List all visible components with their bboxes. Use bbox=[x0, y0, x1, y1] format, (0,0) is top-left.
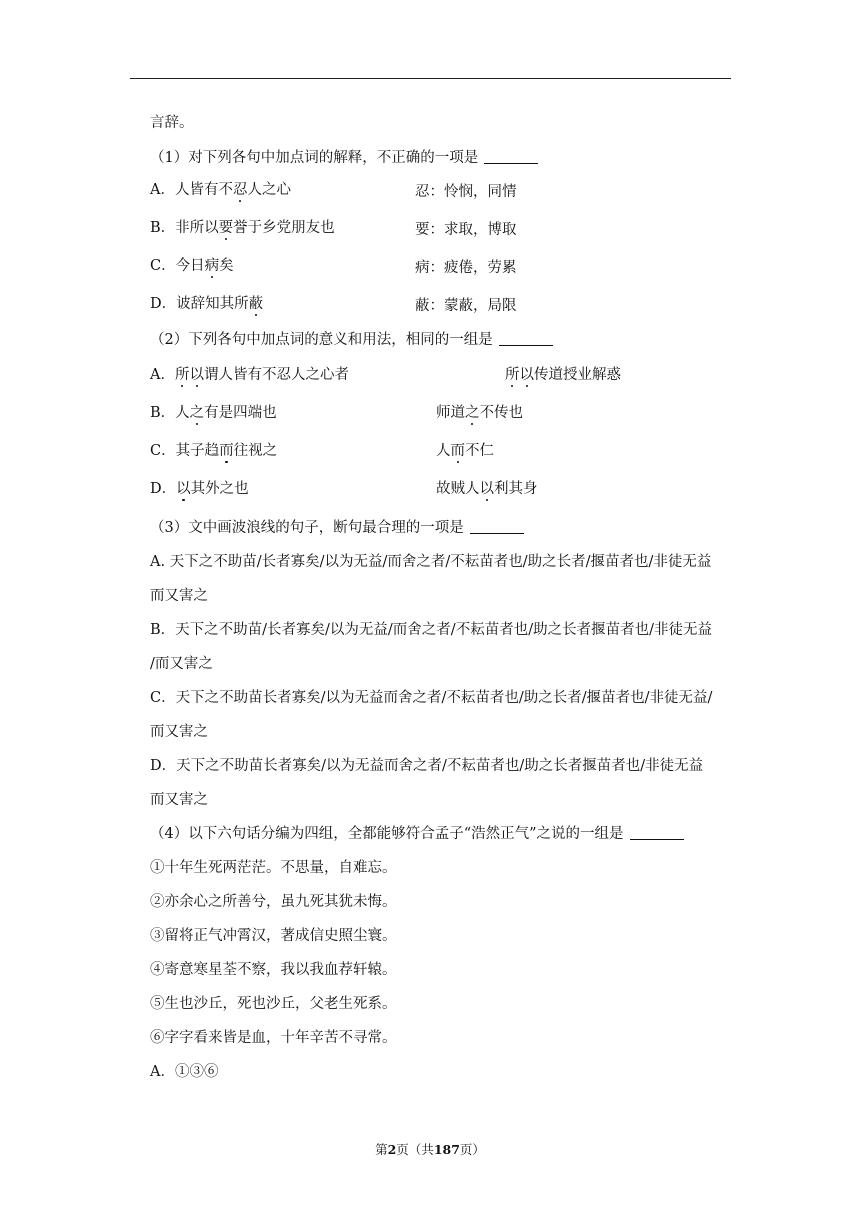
q1-option-b-explain: 要：求取，博取 bbox=[415, 222, 517, 238]
q4-option-a[interactable]: A．①③⑥ bbox=[150, 1064, 219, 1080]
q2-option-d[interactable]: D．以其外之也 bbox=[150, 481, 249, 497]
q2-stem: （2）下列各句中加点词的意义和用法，相同的一组是 bbox=[150, 331, 553, 349]
q2-option-a-right: 所以传道授业解惑 bbox=[505, 367, 621, 383]
page-footer: 第2页（共187页） bbox=[375, 1142, 485, 1157]
intro-text: 言辞。 bbox=[150, 115, 194, 131]
q1-option-b[interactable]: B．非所以要誉于乡党朋友也 bbox=[150, 220, 335, 236]
q4-sentence-1: ①十年生死两茫茫。不思量，自难忘。 bbox=[150, 860, 397, 876]
q4-sentence-6: ⑥字字看来皆是血，十年辛苦不寻常。 bbox=[150, 1030, 397, 1046]
q3-stem: （3）文中画波浪线的句子，断句最合理的一项是 bbox=[150, 519, 524, 537]
q3-option-a-cont: 而又害之 bbox=[150, 588, 208, 604]
dotted-char: 以 bbox=[519, 367, 534, 383]
q1-option-d[interactable]: D．诐辞知其所蔽 bbox=[150, 296, 264, 312]
q1-stem: （1）对下列各句中加点词的解释，不正确的一项是 bbox=[150, 149, 538, 167]
page-total: 187 bbox=[433, 1142, 460, 1157]
dotted-char: 所 bbox=[505, 367, 520, 383]
q1-option-a-explain: 忍：怜悯，同情 bbox=[415, 184, 517, 200]
q3-option-d-cont: 而又害之 bbox=[150, 792, 208, 808]
q4-sentence-2: ②亦余心之所善兮，虽九死其犹未悔。 bbox=[150, 894, 397, 910]
q4-sentence-5: ⑤生也沙丘，死也沙丘，父老生死系。 bbox=[150, 996, 397, 1012]
page-number: 2 bbox=[387, 1142, 397, 1157]
q3-option-c-cont: 而又害之 bbox=[150, 724, 208, 740]
q4-stem: （4）以下六句话分编为四组，全都能够符合孟子“浩然正气”之说的一组是 bbox=[150, 825, 684, 843]
q1-option-c-explain: 病：疲倦，劳累 bbox=[415, 260, 517, 276]
q2-option-c-right: 人而不仁 bbox=[436, 443, 494, 459]
q4-sentence-4: ④寄意寒星荃不察，我以我血荐轩辕。 bbox=[150, 962, 397, 978]
dotted-char: 所 bbox=[174, 367, 190, 383]
q1-answer-blank[interactable] bbox=[484, 149, 538, 164]
q2-option-a[interactable]: A．所以谓人皆有不忍人之心者 bbox=[150, 367, 349, 383]
q3-option-b-cont: /而又害之 bbox=[150, 656, 213, 672]
q3-option-d[interactable]: D．天下之不助苗长者寡矣/以为无益而舍之者/不耘苗者也/助之长者揠苗者也/非徒无益 bbox=[150, 758, 704, 774]
q2-option-b[interactable]: B．人之有是四端也 bbox=[150, 405, 277, 421]
q1-option-a[interactable]: A．人皆有不忍人之心 bbox=[150, 182, 291, 198]
q2-option-b-right: 师道之不传也 bbox=[436, 405, 523, 421]
q3-option-b[interactable]: B．天下之不助苗/长者寡矣/以为无益/而舍之者/不耘苗者也/助之长者揠苗者也/非徒无益 bbox=[150, 622, 712, 638]
q2-option-d-right: 故贼人以利其身 bbox=[436, 481, 538, 497]
q3-option-c[interactable]: C．天下之不助苗长者寡矣/以为无益而舍之者/不耘苗者也/助之长者/揠苗者也/非徒无益/ bbox=[150, 690, 713, 706]
dotted-char: 以 bbox=[189, 367, 204, 383]
q2-answer-blank[interactable] bbox=[499, 331, 553, 346]
q1-option-d-explain: 蔽：蒙蔽，局限 bbox=[415, 298, 517, 314]
q4-sentence-3: ③留将正气冲霄汉，著成信史照尘寰。 bbox=[150, 928, 397, 944]
q1-option-c[interactable]: C．今日病矣 bbox=[150, 258, 234, 274]
q3-option-a[interactable]: A. 天下之不助苗/长者寡矣/以为无益/而舍之者/不耘苗者也/助之长者/揠苗者也/非徒无益 bbox=[150, 554, 712, 570]
q2-option-c[interactable]: C．其子趋而往视之 bbox=[150, 443, 278, 459]
q4-answer-blank[interactable] bbox=[630, 825, 684, 840]
header-rule bbox=[130, 78, 731, 79]
q3-answer-blank[interactable] bbox=[470, 519, 524, 534]
